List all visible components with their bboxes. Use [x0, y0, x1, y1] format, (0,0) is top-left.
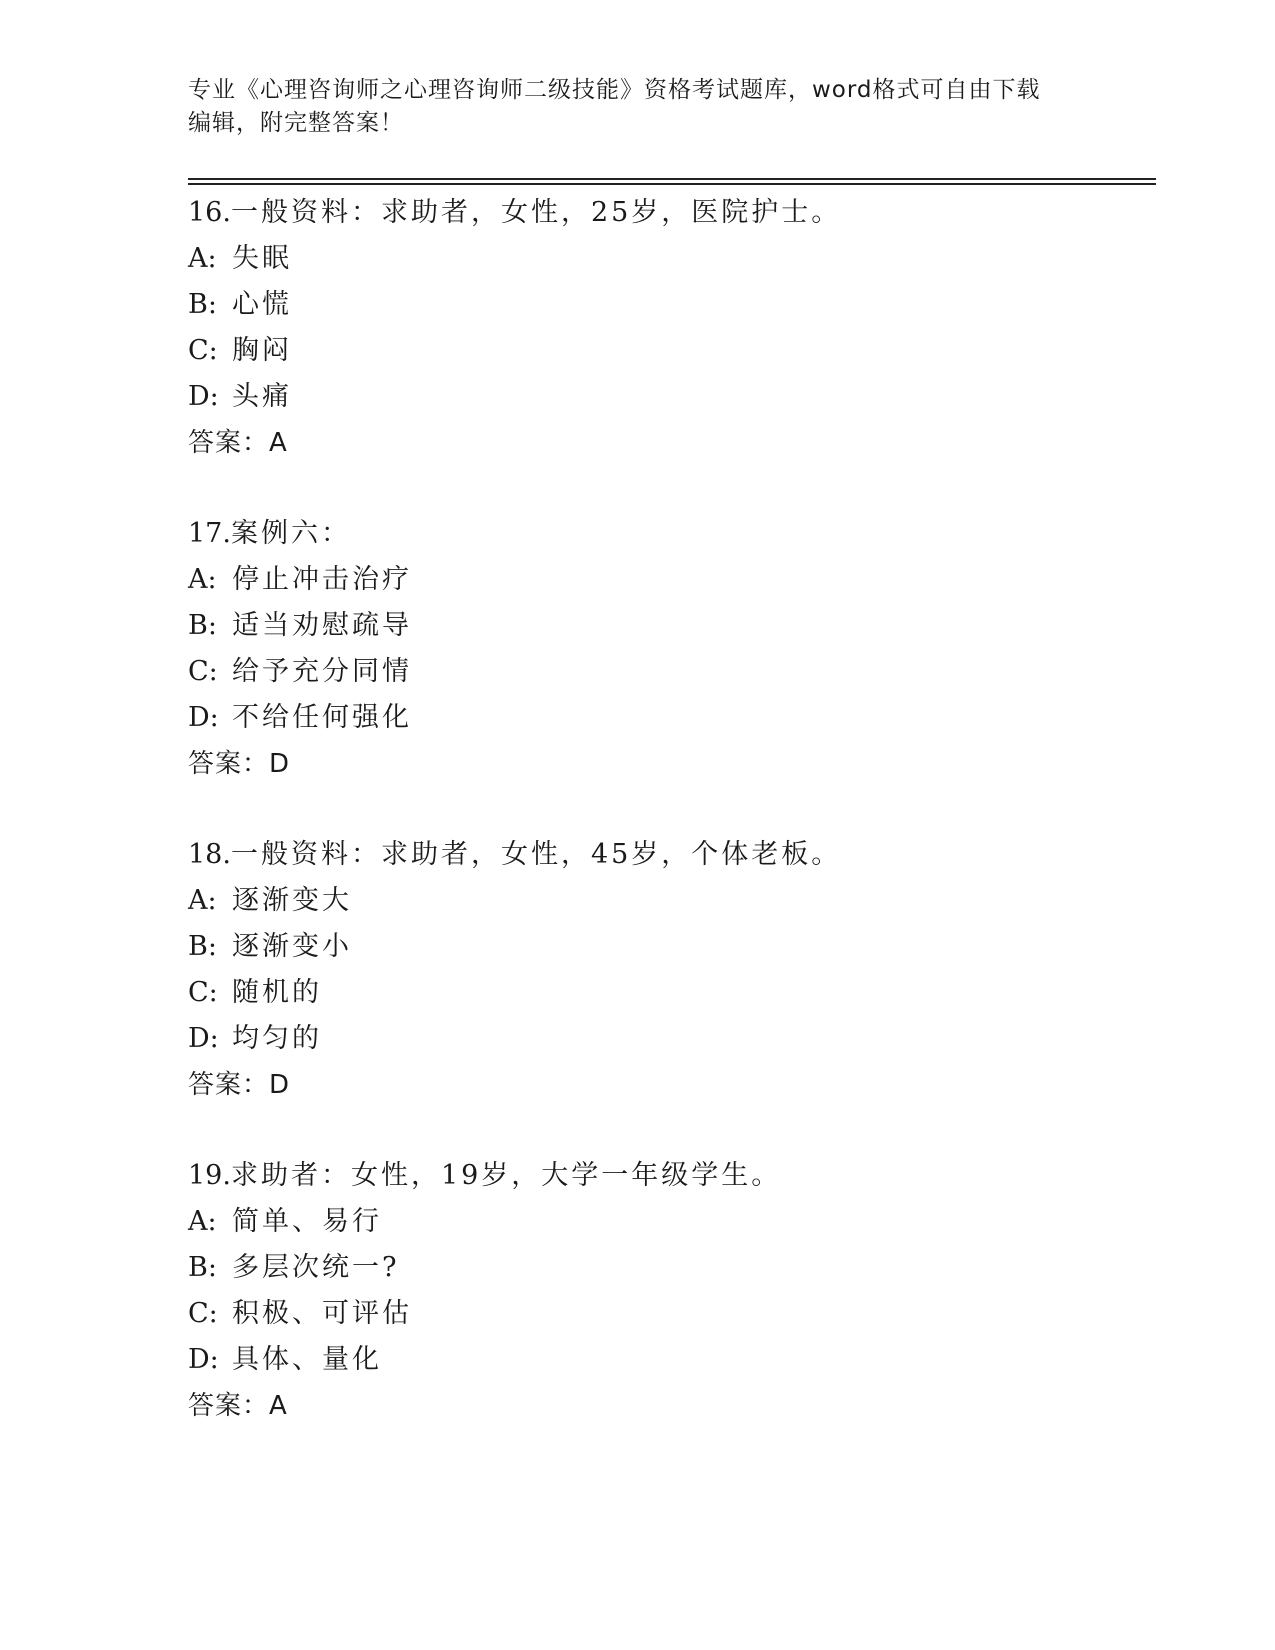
option-text: 逐渐变大	[232, 885, 352, 916]
option-d	[188, 695, 1156, 741]
option-text: 逐渐变小	[232, 931, 352, 962]
question-number: 18.	[188, 839, 231, 870]
option-d	[188, 374, 1156, 420]
option-a	[188, 1199, 1156, 1245]
header-line-1: 专业《心理咨询师之心理咨询师二级技能》资格考试题库，word格式可自由下载	[188, 77, 1041, 103]
document-header	[188, 74, 1088, 140]
question-stem	[188, 511, 1156, 557]
option-text: 多层次统一?	[232, 1252, 400, 1283]
option-letter: A:	[188, 243, 217, 274]
question-16	[188, 190, 1156, 466]
option-letter: A:	[188, 564, 217, 595]
header-divider-top	[188, 178, 1156, 180]
header-line-2: 编辑，附完整答案！	[188, 110, 404, 136]
option-letter: C:	[188, 1298, 218, 1329]
option-c	[188, 1291, 1156, 1337]
question-number: 17.	[188, 518, 231, 549]
option-d	[188, 1337, 1156, 1383]
option-text: 心慌	[232, 289, 292, 320]
option-a	[188, 878, 1156, 924]
option-c	[188, 328, 1156, 374]
option-text: 具体、量化	[232, 1344, 382, 1375]
option-letter: C:	[188, 335, 218, 366]
question-19	[188, 1153, 1156, 1429]
option-b	[188, 924, 1156, 970]
option-c	[188, 649, 1156, 695]
option-letter: D:	[188, 1023, 219, 1054]
option-text: 不给任何强化	[232, 702, 412, 733]
question-list	[188, 190, 1156, 1429]
question-text: 一般资料：求助者，女性，25岁，医院护士。	[230, 197, 842, 228]
option-text: 停止冲击治疗	[232, 564, 412, 595]
question-stem	[188, 190, 1156, 236]
answer-line: 答案：A	[188, 428, 288, 458]
option-text: 随机的	[232, 977, 322, 1008]
option-a	[188, 236, 1156, 282]
question-number: 19.	[188, 1160, 231, 1191]
option-text: 失眠	[232, 243, 292, 274]
option-text: 给予充分同情	[232, 656, 412, 687]
option-letter: A:	[188, 1206, 217, 1237]
question-number: 16.	[188, 197, 231, 228]
option-letter: C:	[188, 656, 218, 687]
option-letter: D:	[188, 381, 219, 412]
option-d	[188, 1016, 1156, 1062]
option-letter: D:	[188, 702, 219, 733]
answer-line: 答案：D	[188, 749, 291, 779]
question-stem	[188, 1153, 1156, 1199]
option-letter: B:	[188, 931, 217, 962]
option-text: 积极、可评估	[232, 1298, 412, 1329]
option-letter: B:	[188, 289, 217, 320]
answer-line: 答案：D	[188, 1070, 291, 1100]
option-c	[188, 970, 1156, 1016]
header-divider-bottom	[188, 183, 1156, 185]
question-17	[188, 511, 1156, 787]
question-stem	[188, 832, 1156, 878]
option-letter: D:	[188, 1344, 219, 1375]
option-text: 简单、易行	[232, 1206, 382, 1237]
option-text: 适当劝慰疏导	[232, 610, 412, 641]
option-letter: B:	[188, 1252, 217, 1283]
question-text: 案例六：	[230, 518, 351, 549]
option-letter: A:	[188, 885, 217, 916]
option-text: 均匀的	[232, 1023, 322, 1054]
question-18	[188, 832, 1156, 1108]
option-b	[188, 603, 1156, 649]
question-text: 一般资料：求助者，女性，45岁，个体老板。	[230, 839, 842, 870]
question-text: 求助者：女性，19岁，大学一年级学生。	[230, 1160, 782, 1191]
option-text: 头痛	[232, 381, 292, 412]
option-letter: B:	[188, 610, 217, 641]
answer-line: 答案：A	[188, 1391, 288, 1421]
option-a	[188, 557, 1156, 603]
option-letter: C:	[188, 977, 218, 1008]
option-text: 胸闷	[232, 335, 292, 366]
option-b	[188, 1245, 1156, 1291]
option-b	[188, 282, 1156, 328]
